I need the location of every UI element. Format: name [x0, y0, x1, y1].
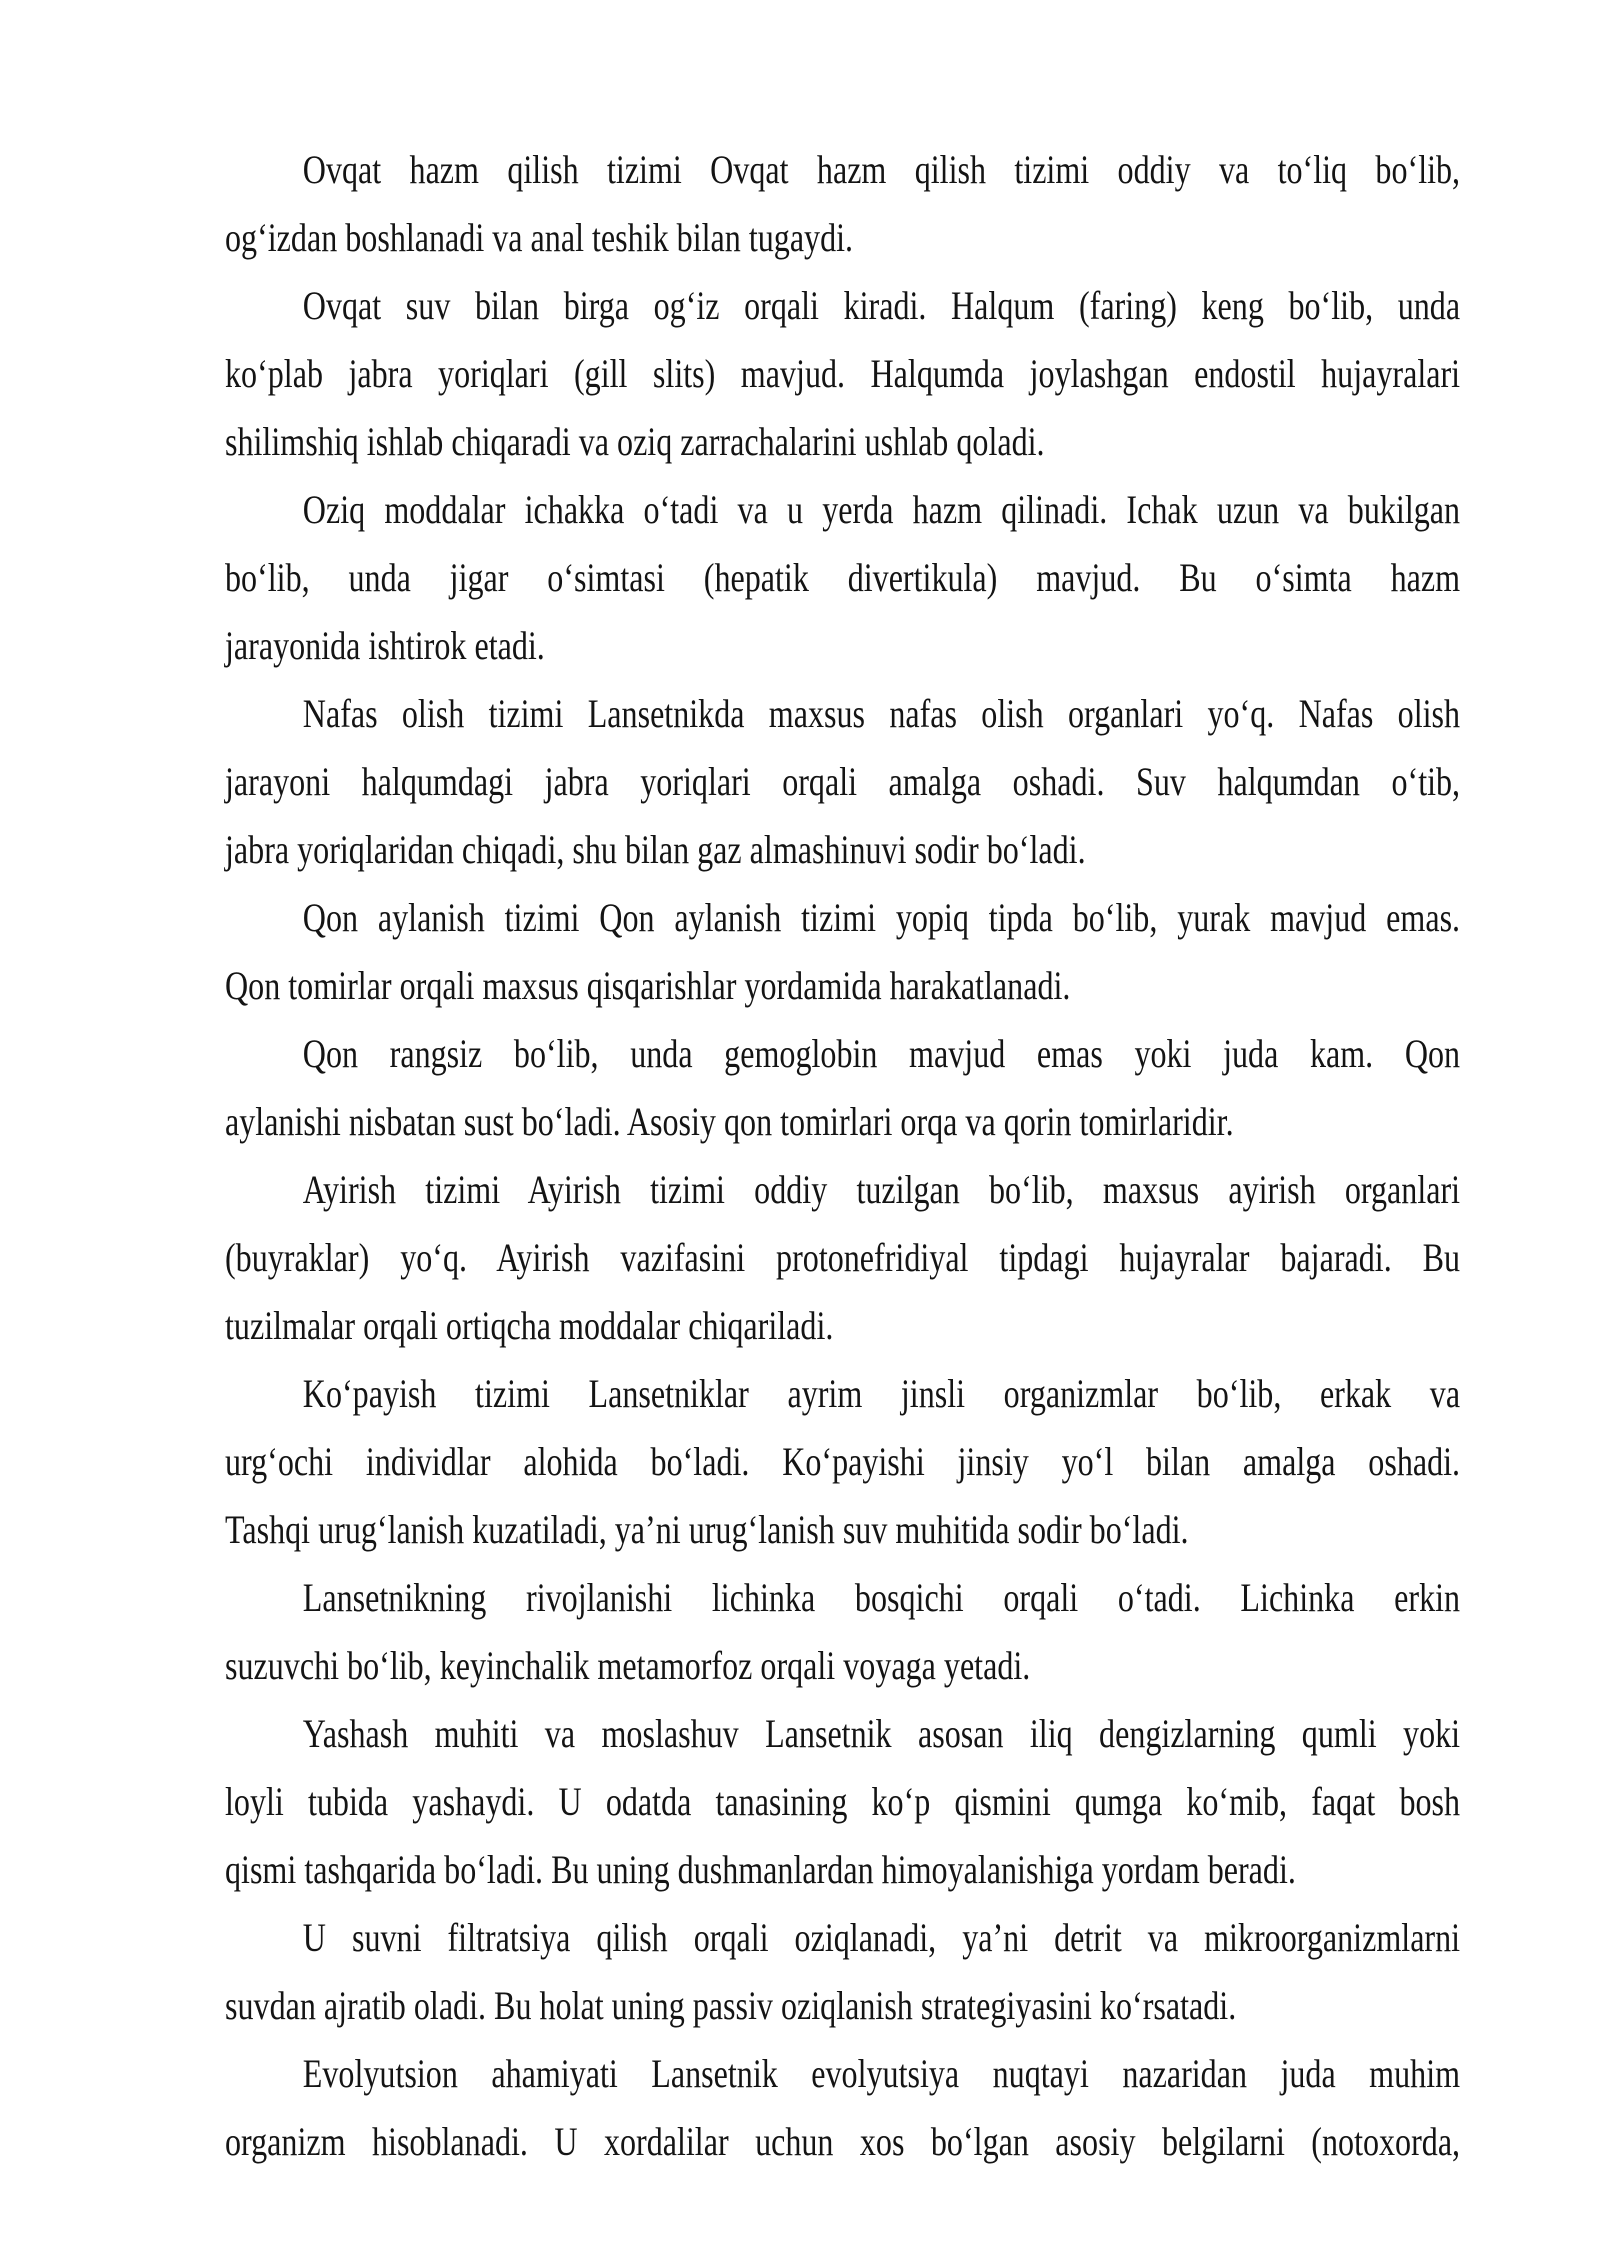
- text-line: urg‘ochi individlar alohida bo‘ladi. Ko‘payishi jinsiy yo‘l bilan amalga oshadi.: [225, 1439, 1461, 1484]
- text-line: Oziq moddalar ichakka o‘tadi va u yerda hazm qilinadi. Ichak uzun va bukilgan: [302, 487, 1461, 532]
- text-line: Yashash muhiti va moslashuv Lansetnik asosan iliq dengizlarning qumli yoki: [302, 1711, 1461, 1756]
- document-page: [225, 136, 1600, 2176]
- text-line: qismi tashqarida bo‘ladi. Bu uning dushmanlardan himoyalanishiga yordam beradi.: [225, 1847, 1296, 1892]
- paragraph: [225, 1020, 1460, 1156]
- text-line: shilimshiq ishlab chiqaradi va oziq zarrachalarini ushlab qoladi.: [225, 419, 1045, 464]
- text-line: jarayonida ishtirok etadi.: [225, 623, 545, 668]
- text-block: [225, 136, 1460, 2176]
- text-line: U suvni filtratsiya qilish orqali oziqlanadi, ya’ni detrit va mikroorganizmlarni: [302, 1915, 1461, 1960]
- paragraph: [225, 136, 1460, 272]
- text-line: organizm hisoblanadi. U xordalilar uchun xos bo‘lgan asosiy belgilarni (notoxorda,: [225, 2119, 1461, 2164]
- paragraph: [225, 1904, 1460, 2040]
- text-line: jarayoni halqumdagi jabra yoriqlari orqali amalga oshadi. Suv halqumdan o‘tib,: [225, 759, 1461, 804]
- text-line: ko‘plab jabra yoriqlari (gill slits) mavjud. Halqumda joylashgan endostil hujayralari: [225, 351, 1461, 396]
- text-line: suvdan ajratib oladi. Bu holat uning passiv oziqlanish strategiyasini ko‘rsatadi.: [225, 1983, 1237, 2028]
- text-line: og‘izdan boshlanadi va anal teshik bilan tugaydi.: [225, 215, 854, 260]
- text-line: Ovqat hazm qilish tizimi Ovqat hazm qilish tizimi oddiy va to‘liq bo‘lib,: [302, 147, 1461, 192]
- text-line: (buyraklar) yo‘q. Ayirish vazifasini protonefridiyal tipdagi hujayralar bajaradi. Bu: [225, 1235, 1461, 1280]
- text-line: suzuvchi bo‘lib, keyinchalik metamorfoz orqali voyaga yetadi.: [225, 1643, 1031, 1688]
- paragraph: [225, 884, 1460, 1020]
- text-line: tuzilmalar orqali ortiqcha moddalar chiqariladi.: [225, 1303, 834, 1348]
- text-line: loyli tubida yashaydi. U odatda tanasining ko‘p qismini qumga ko‘mib, faqat bosh: [225, 1779, 1461, 1824]
- text-line: Evolyutsion ahamiyati Lansetnik evolyutsiya nuqtayi nazaridan juda muhim: [302, 2051, 1461, 2096]
- paragraph: [225, 272, 1460, 476]
- paragraph: [225, 2040, 1460, 2176]
- text-line: Lansetnikning rivojlanishi lichinka bosqichi orqali o‘tadi. Lichinka erkin: [302, 1575, 1461, 1620]
- paragraph: [225, 1156, 1460, 1360]
- text-line: Ayirish tizimi Ayirish tizimi oddiy tuzilgan bo‘lib, maxsus ayirish organlari: [302, 1167, 1461, 1212]
- text-line: Qon tomirlar orqali maxsus qisqarishlar yordamida harakatlanadi.: [225, 963, 1071, 1008]
- paragraph: [225, 1564, 1460, 1700]
- text-line: Ovqat suv bilan birga og‘iz orqali kiradi. Halqum (faring) keng bo‘lib, unda: [302, 283, 1461, 328]
- paragraph: [225, 1360, 1460, 1564]
- text-line: Qon aylanish tizimi Qon aylanish tizimi yopiq tipda bo‘lib, yurak mavjud emas.: [302, 895, 1461, 940]
- text-line: aylanishi nisbatan sust bo‘ladi. Asosiy qon tomirlari orqa va qorin tomirlaridir.: [225, 1099, 1234, 1144]
- paragraph: [225, 476, 1460, 680]
- text-line: Nafas olish tizimi Lansetnikda maxsus nafas olish organlari yo‘q. Nafas olish: [302, 691, 1461, 736]
- text-line: jabra yoriqlaridan chiqadi, shu bilan gaz almashinuvi sodir bo‘ladi.: [225, 827, 1086, 872]
- text-line: Ko‘payish tizimi Lansetniklar ayrim jinsli organizmlar bo‘lib, erkak va: [302, 1371, 1461, 1416]
- text-line: Qon rangsiz bo‘lib, unda gemoglobin mavjud emas yoki juda kam. Qon: [302, 1031, 1461, 1076]
- paragraph: [225, 1700, 1460, 1904]
- paragraph: [225, 680, 1460, 884]
- text-line: Tashqi urug‘lanish kuzatiladi, ya’ni urug‘lanish suv muhitida sodir bo‘ladi.: [225, 1507, 1189, 1552]
- text-line: bo‘lib, unda jigar o‘simtasi (hepatik divertikula) mavjud. Bu o‘simta hazm: [225, 555, 1461, 600]
